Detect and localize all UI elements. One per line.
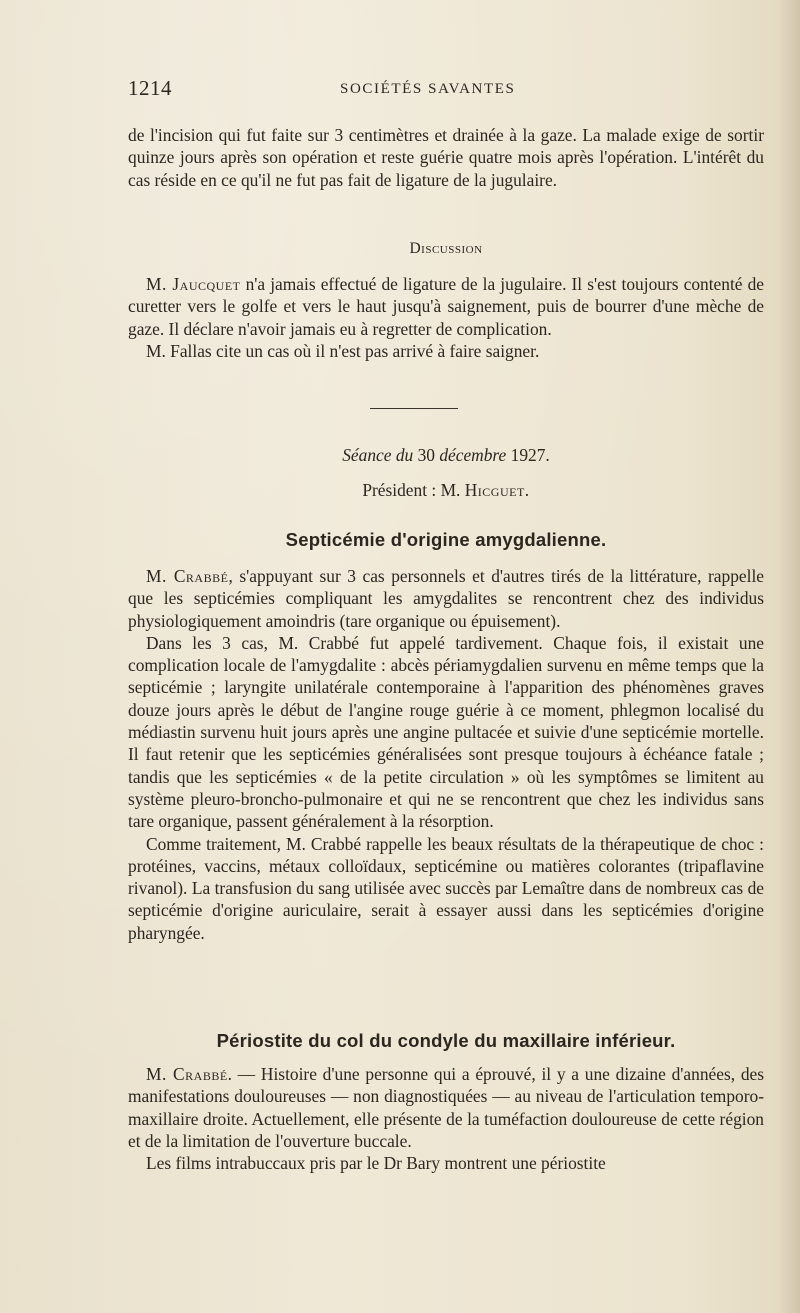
- intro-paragraph: de l'incision qui fut faite sur 3 centimètres et drainée à la gaze. La malade exige de sortir quinze jours après son opération et reste guérie quatre mois après l'opération. L'intérêt du cas réside en ce qu'il ne fut pas fait de ligature de la jugulaire.: [128, 125, 764, 190]
- periostite-block: [128, 1063, 764, 1174]
- septicemie-paragraph-1-text: , s'appuyant sur 3 cas personnels et d'autres tirés de la littérature, rappelle que les septicémies compliquant les amygdalites se rencontrent chez des individus physiologiquement amoindris (tare organique ou épuisement).: [128, 566, 765, 631]
- periostite-paragraph-1: [128, 1063, 764, 1152]
- running-head: SOCIÉTÉS SAVANTES: [340, 81, 516, 97]
- section-divider-rule: [370, 408, 458, 409]
- seance-day: 30: [417, 445, 435, 465]
- president-line: [128, 480, 764, 501]
- periostite-paragraph-2: Les films intrabuccaux pris par le Dr Bary montrent une périostite: [146, 1153, 606, 1174]
- seance-prefix: Séance du: [342, 445, 418, 465]
- seance-line: [128, 445, 764, 466]
- intro-paragraph-block: [128, 124, 764, 191]
- septicemie-paragraph-2: Dans les 3 cas, M. Crabbé fut appelé tardivement. Chaque fois, il existait une complication locale de l'amygdalite : abcès périamygdalien survenu en même temps que la septicémie ; laryngite unilatérale contemporaine à l'apparition des phénomènes graves douze jours après le début de l'angine rouge guérie à ce moment, phlegmon localisé du médiastin survenu huit jours après une angine pultacée et suivie d'une septicémie mortelle. Il faut retenir que les septicémies généralisées sont presque toujours à échéance fatale ; tandis que les septicémies « de la petite circulation » où les symptômes se limitent au système pleuro-broncho-pulmonaire et qui ne se rencontrent que chez les individus sans tare organique, passent généralement à la résorption.: [128, 632, 764, 832]
- president-label: Président : M.: [362, 480, 465, 500]
- periostite-paragraph-1-text: . — Histoire d'une personne qui a éprouvé, il y a une dizaine d'années, des manifestations douloureuses — non diagnostiquées — au niveau de l'articulation temporo-maxillaire droite. Actuellement, elle présente de la tuméfaction douloureuse de cette région et de la limitation de l'ouverture buccale.: [128, 1064, 765, 1151]
- section-title-periostite: Périostite du col du condyle du maxillaire inférieur.: [216, 1030, 676, 1051]
- discussion-paragraph-2: M. Fallas cite un cas où il n'est pas arrivé à faire saigner.: [146, 340, 540, 361]
- septicemie-paragraph-1: [128, 565, 764, 632]
- section-title-septicemie: Septicémie d'origine amygdalienne.: [285, 529, 607, 550]
- speaker-name: M. Crabbé: [146, 566, 229, 586]
- speaker-name: M. Jaucquet: [146, 274, 241, 294]
- discussion-paragraph-1: [128, 273, 764, 340]
- septicemie-block: [128, 565, 764, 944]
- discussion-paragraph-1-text: n'a jamais effectué de ligature de la jugulaire. Il s'est toujours contenté de curetter vers le golfe et vers le haut jusqu'à saignement, puis de bourrer d'une mèche de gaze. Il déclare n'avoir jamais eu à regretter de complication.: [128, 274, 764, 339]
- seance-month: décembre: [434, 445, 511, 465]
- page-edge-shadow: [778, 0, 800, 1313]
- page-number: 1214: [128, 76, 172, 100]
- discussion-heading: Discussion: [409, 240, 483, 257]
- speaker-name: M. Crabbé: [146, 1064, 228, 1084]
- page-header: [128, 72, 768, 108]
- septicemie-paragraph-3: Comme traitement, M. Crabbé rappelle les beaux résultats de la thérapeutique de choc : protéines, vaccins, métaux colloïdaux, septicémine ou matières colorantes (tripaflavine rivanol). La transfusion du sang utilisée avec succès par Lemaître dans de nombreux cas de septicémie d'origine auriculaire, serait à essayer aussi dans les septicémies d'origine pharyngée.: [128, 833, 764, 943]
- discussion-block: [128, 273, 764, 362]
- seance-year: 1927.: [510, 445, 550, 465]
- president-name: Hicguet.: [464, 480, 530, 500]
